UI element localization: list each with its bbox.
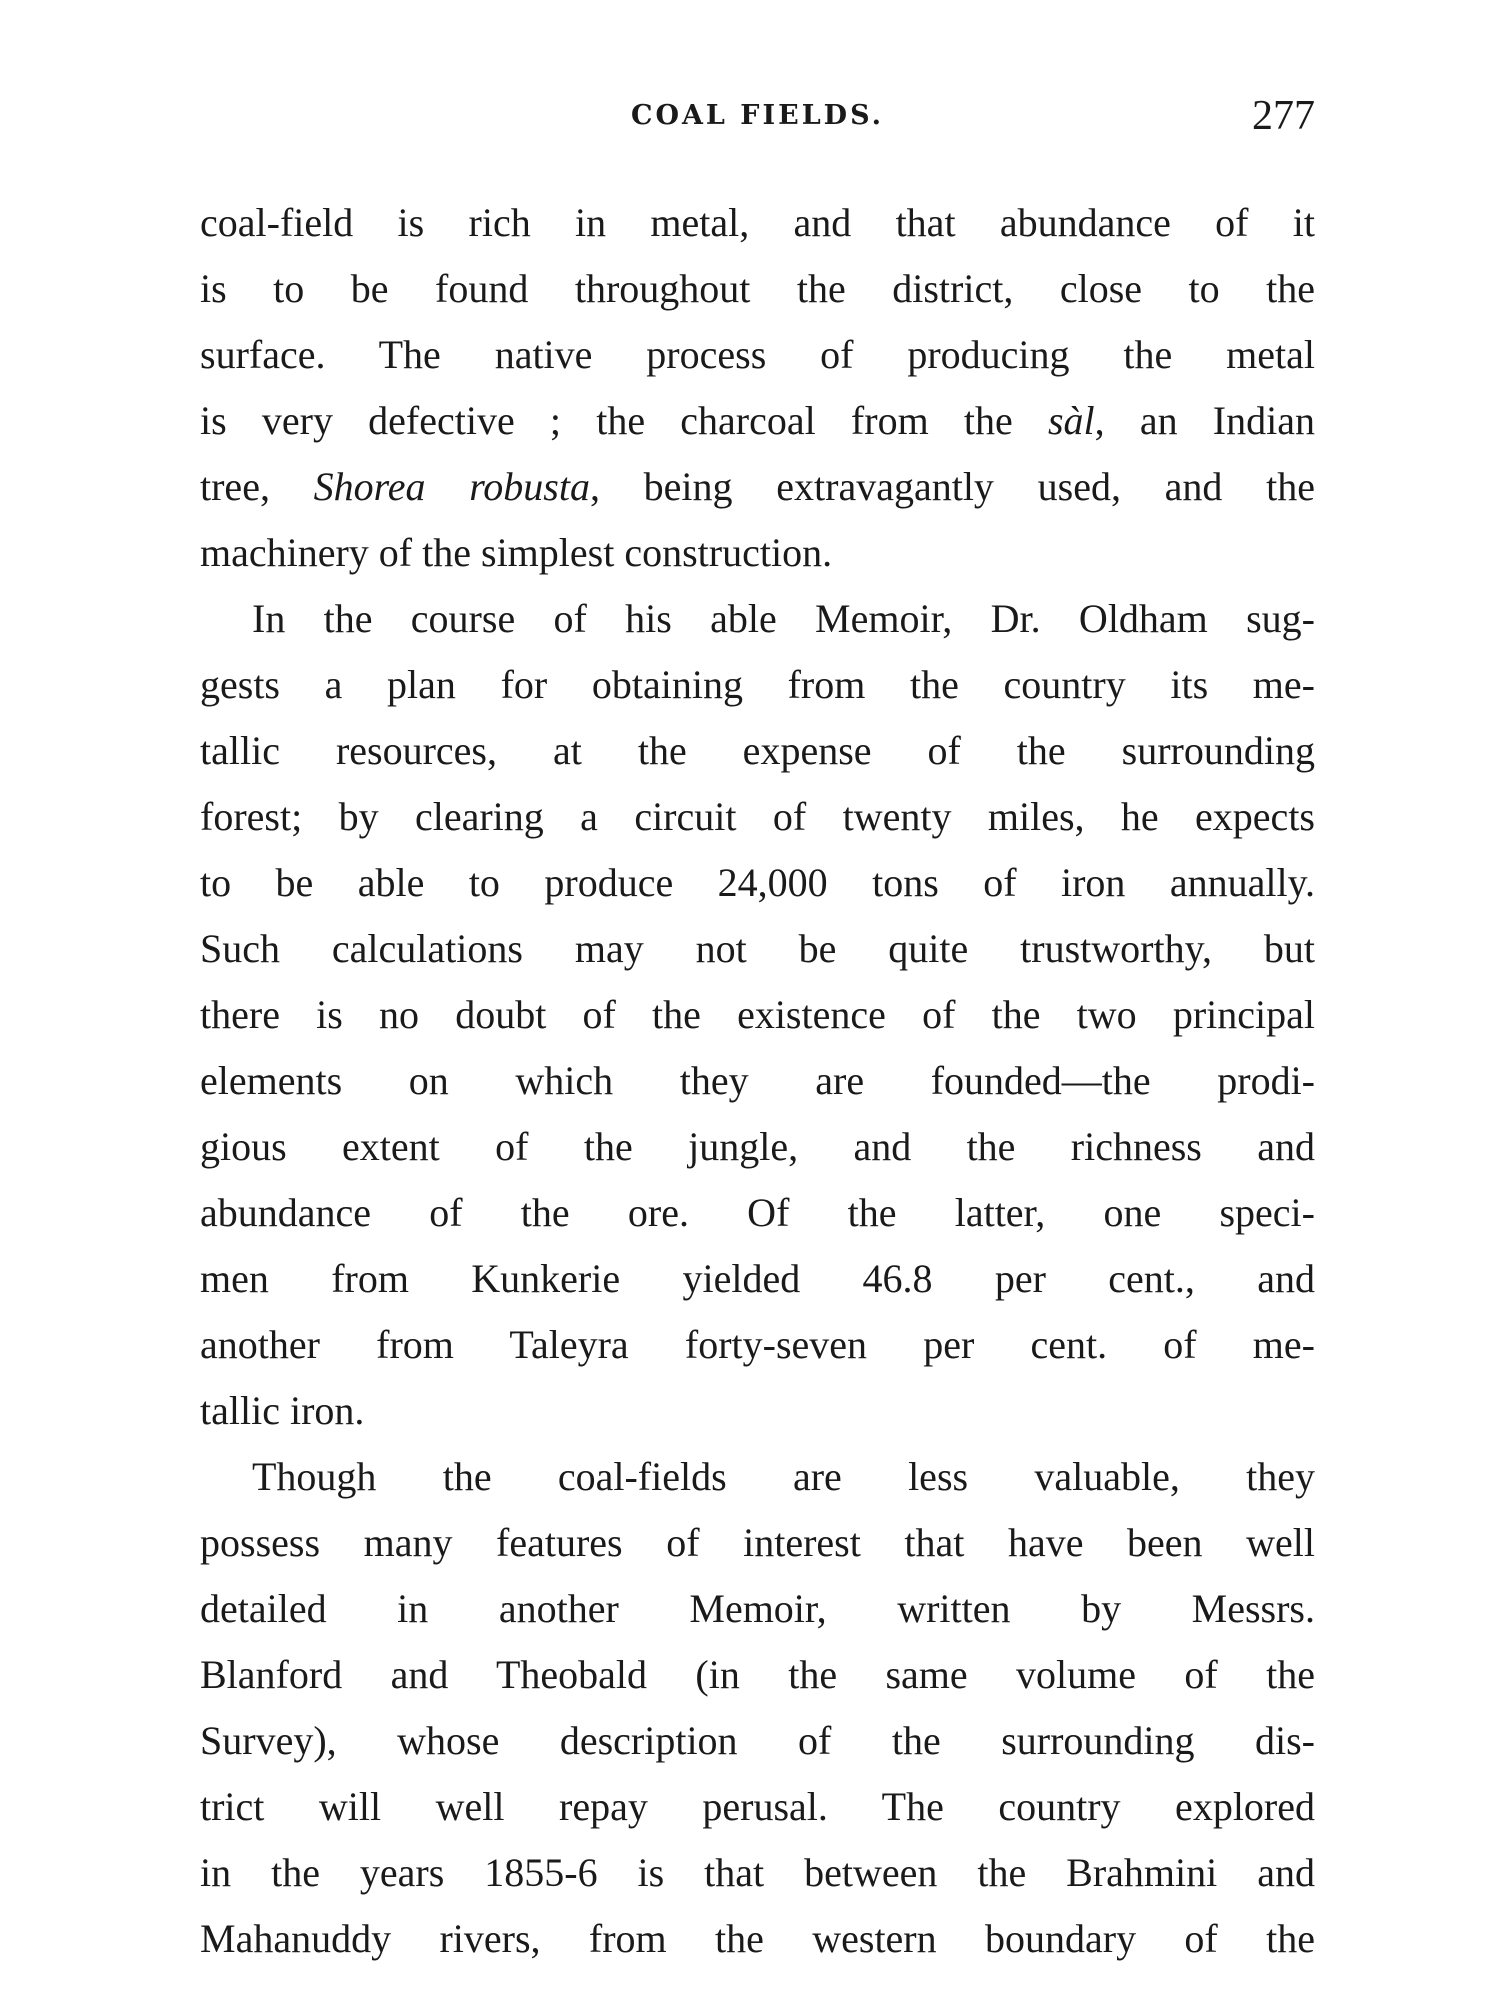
running-title: COAL FIELDS. <box>630 100 885 131</box>
paragraph-3 <box>200 1444 1315 1972</box>
italic-species-name: Shorea robusta <box>313 464 590 509</box>
text-line: Such calculations may not be quite trustworthy, but <box>200 926 1315 971</box>
text-line: coal-field is rich in metal, and that abundance of it <box>200 200 1315 245</box>
text-segment: tree, <box>200 464 314 509</box>
text-line: there is no doubt of the existence of the two principal <box>200 992 1315 1037</box>
text-line: to be able to produce 24,000 tons of iron annually. <box>200 860 1315 905</box>
text-line: tallic resources, at the expense of the surrounding <box>200 728 1315 773</box>
text-line: tallic iron. <box>200 1388 365 1433</box>
text-line: Blanford and Theobald (in the same volume of the <box>200 1652 1315 1697</box>
body-text <box>200 190 1315 1972</box>
text-line: possess many features of interest that have been well <box>200 1520 1315 1565</box>
text-line <box>200 388 1315 454</box>
page-number: 277 <box>1252 93 1315 139</box>
text-segment: , being extravagantly used, and the <box>589 464 1315 509</box>
paragraph-1 <box>200 190 1315 586</box>
text-line <box>200 454 1315 520</box>
text-line: gests a plan for obtaining from the country its me- <box>200 662 1315 707</box>
text-line: Though the coal-fields are less valuable, they <box>252 1454 1315 1499</box>
paragraph-2 <box>200 586 1315 1444</box>
text-line: Mahanuddy rivers, from the western boundary of the <box>200 1916 1315 1961</box>
text-line: elements on which they are founded—the prodi- <box>200 1058 1315 1103</box>
text-line: is to be found throughout the district, close to the <box>200 266 1315 311</box>
text-line: surface. The native process of producing the metal <box>200 332 1315 377</box>
text-segment: , an Indian <box>1094 398 1315 443</box>
text-line: gious extent of the jungle, and the richness and <box>200 1124 1315 1169</box>
text-line: in the years 1855-6 is that between the Brahmini and <box>200 1850 1315 1895</box>
text-line: In the course of his able Memoir, Dr. Oldham sug- <box>252 596 1315 641</box>
text-line: machinery of the simplest construction. <box>200 530 833 575</box>
text-line: forest; by clearing a circuit of twenty miles, he expects <box>200 794 1315 839</box>
italic-term-sal: sàl <box>1047 398 1095 443</box>
text-line: Survey), whose description of the surrounding dis- <box>200 1718 1315 1763</box>
text-segment: is very defective ; the charcoal from the <box>200 398 1048 443</box>
text-line: men from Kunkerie yielded 46.8 per cent., and <box>200 1256 1315 1301</box>
running-head <box>200 92 1315 152</box>
text-line: abundance of the ore. Of the latter, one speci- <box>200 1190 1315 1235</box>
text-line: trict will well repay perusal. The country explored <box>200 1784 1315 1829</box>
text-line: another from Taleyra forty-seven per cent. of me- <box>200 1322 1315 1367</box>
text-line: detailed in another Memoir, written by Messrs. <box>200 1586 1315 1631</box>
